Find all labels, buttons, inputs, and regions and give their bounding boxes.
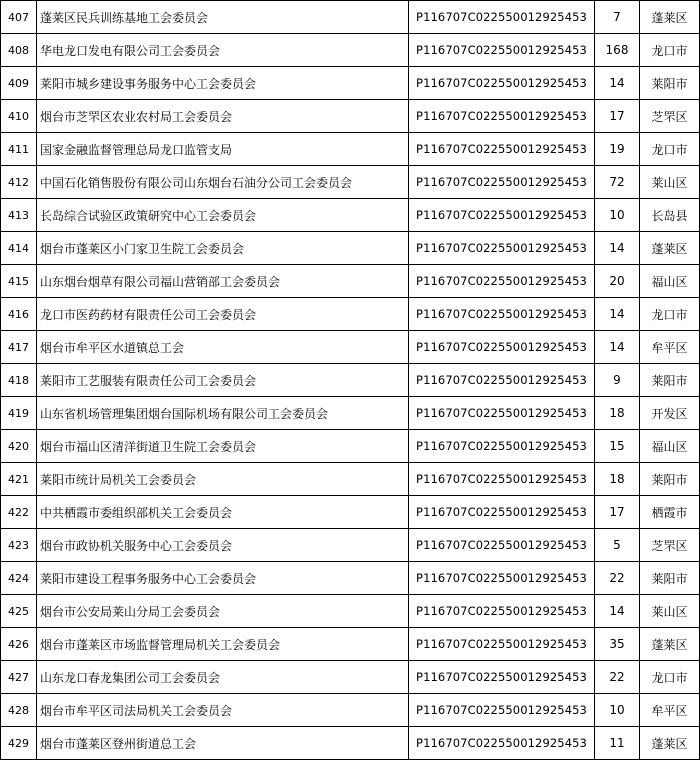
- organization-name-cell: 蓬莱区民兵训练基地工会委员会: [37, 1, 409, 34]
- registration-code-cell: P116707C022550012925453: [409, 265, 595, 298]
- district-cell: 莱山区: [640, 595, 700, 628]
- district-cell: 福山区: [640, 430, 700, 463]
- row-number-cell: 411: [1, 133, 37, 166]
- row-number-cell: 413: [1, 199, 37, 232]
- member-count-cell: 35: [595, 628, 640, 661]
- row-number-cell: 428: [1, 694, 37, 727]
- table-row: [1, 67, 700, 100]
- table-row: [1, 166, 700, 199]
- row-number-cell: 417: [1, 331, 37, 364]
- registration-code-cell: P116707C022550012925453: [409, 397, 595, 430]
- organization-name-cell: 山东龙口春龙集团公司工会委员会: [37, 661, 409, 694]
- registration-code-cell: P116707C022550012925453: [409, 628, 595, 661]
- table-row: [1, 364, 700, 397]
- district-cell: 龙口市: [640, 298, 700, 331]
- member-count-cell: 18: [595, 397, 640, 430]
- row-number-cell: 422: [1, 496, 37, 529]
- district-cell: 莱山区: [640, 166, 700, 199]
- row-number-cell: 419: [1, 397, 37, 430]
- organization-name-cell: 烟台市蓬莱区登州街道总工会: [37, 727, 409, 760]
- table-row: [1, 430, 700, 463]
- table-row: [1, 199, 700, 232]
- table-row: [1, 331, 700, 364]
- organization-name-cell: 烟台市牟平区司法局机关工会委员会: [37, 694, 409, 727]
- table-row: [1, 496, 700, 529]
- table-row: [1, 661, 700, 694]
- registration-code-cell: P116707C022550012925453: [409, 430, 595, 463]
- row-number-cell: 424: [1, 562, 37, 595]
- row-number-cell: 410: [1, 100, 37, 133]
- organization-name-cell: 山东省机场管理集团烟台国际机场有限公司工会委员会: [37, 397, 409, 430]
- district-cell: 福山区: [640, 265, 700, 298]
- row-number-cell: 427: [1, 661, 37, 694]
- member-count-cell: 5: [595, 529, 640, 562]
- registration-code-cell: P116707C022550012925453: [409, 1, 595, 34]
- organization-name-cell: 烟台市芝罘区农业农村局工会委员会: [37, 100, 409, 133]
- organization-name-cell: 烟台市牟平区水道镇总工会: [37, 331, 409, 364]
- row-number-cell: 429: [1, 727, 37, 760]
- district-cell: 长岛县: [640, 199, 700, 232]
- member-count-cell: 14: [595, 67, 640, 100]
- registration-code-cell: P116707C022550012925453: [409, 496, 595, 529]
- member-count-cell: 7: [595, 1, 640, 34]
- row-number-cell: 420: [1, 430, 37, 463]
- member-count-cell: 22: [595, 562, 640, 595]
- district-cell: 栖霞市: [640, 496, 700, 529]
- table-row: [1, 595, 700, 628]
- row-number-cell: 423: [1, 529, 37, 562]
- row-number-cell: 421: [1, 463, 37, 496]
- member-count-cell: 9: [595, 364, 640, 397]
- table-row: [1, 463, 700, 496]
- district-cell: 莱阳市: [640, 67, 700, 100]
- row-number-cell: 418: [1, 364, 37, 397]
- district-cell: 莱阳市: [640, 463, 700, 496]
- table-row: [1, 529, 700, 562]
- organization-name-cell: 山东烟台烟草有限公司福山营销部工会委员会: [37, 265, 409, 298]
- registration-code-cell: P116707C022550012925453: [409, 34, 595, 67]
- table-row: [1, 133, 700, 166]
- registration-code-cell: P116707C022550012925453: [409, 100, 595, 133]
- district-cell: 龙口市: [640, 133, 700, 166]
- organization-name-cell: 莱阳市建设工程事务服务中心工会委员会: [37, 562, 409, 595]
- registration-code-cell: P116707C022550012925453: [409, 166, 595, 199]
- registration-code-cell: P116707C022550012925453: [409, 694, 595, 727]
- row-number-cell: 416: [1, 298, 37, 331]
- member-count-cell: 20: [595, 265, 640, 298]
- district-cell: 莱阳市: [640, 562, 700, 595]
- member-count-cell: 14: [595, 232, 640, 265]
- member-count-cell: 10: [595, 199, 640, 232]
- organization-name-cell: 莱阳市城乡建设事务服务中心工会委员会: [37, 67, 409, 100]
- district-cell: 牟平区: [640, 331, 700, 364]
- organization-name-cell: 烟台市政协机关服务中心工会委员会: [37, 529, 409, 562]
- district-cell: 牟平区: [640, 694, 700, 727]
- registration-code-cell: P116707C022550012925453: [409, 727, 595, 760]
- row-number-cell: 407: [1, 1, 37, 34]
- registration-code-cell: P116707C022550012925453: [409, 463, 595, 496]
- member-count-cell: 17: [595, 100, 640, 133]
- registration-code-cell: P116707C022550012925453: [409, 331, 595, 364]
- registration-code-cell: P116707C022550012925453: [409, 298, 595, 331]
- table-row: [1, 298, 700, 331]
- organization-name-cell: 长岛综合试验区政策研究中心工会委员会: [37, 199, 409, 232]
- district-cell: 芝罘区: [640, 100, 700, 133]
- member-count-cell: 10: [595, 694, 640, 727]
- row-number-cell: 414: [1, 232, 37, 265]
- district-cell: 蓬莱区: [640, 628, 700, 661]
- organization-name-cell: 华电龙口发电有限公司工会委员会: [37, 34, 409, 67]
- table-row: [1, 727, 700, 760]
- organization-name-cell: 中共栖霞市委组织部机关工会委员会: [37, 496, 409, 529]
- organization-name-cell: 莱阳市工艺服装有限责任公司工会委员会: [37, 364, 409, 397]
- roster-body: [1, 1, 700, 760]
- member-count-cell: 19: [595, 133, 640, 166]
- table-row: [1, 232, 700, 265]
- registration-code-cell: P116707C022550012925453: [409, 67, 595, 100]
- organization-name-cell: 国家金融监督管理总局龙口监管支局: [37, 133, 409, 166]
- table-row: [1, 694, 700, 727]
- organization-name-cell: 烟台市福山区清洋街道卫生院工会委员会: [37, 430, 409, 463]
- table-row: [1, 34, 700, 67]
- member-count-cell: 14: [595, 298, 640, 331]
- member-count-cell: 72: [595, 166, 640, 199]
- member-count-cell: 168: [595, 34, 640, 67]
- registration-code-cell: P116707C022550012925453: [409, 562, 595, 595]
- organization-name-cell: 莱阳市统计局机关工会委员会: [37, 463, 409, 496]
- table-row: [1, 397, 700, 430]
- registration-code-cell: P116707C022550012925453: [409, 595, 595, 628]
- table-row: [1, 628, 700, 661]
- registration-code-cell: P116707C022550012925453: [409, 529, 595, 562]
- registration-code-cell: P116707C022550012925453: [409, 661, 595, 694]
- organization-name-cell: 烟台市公安局莱山分局工会委员会: [37, 595, 409, 628]
- district-cell: 开发区: [640, 397, 700, 430]
- row-number-cell: 415: [1, 265, 37, 298]
- district-cell: 龙口市: [640, 34, 700, 67]
- registration-code-cell: P116707C022550012925453: [409, 199, 595, 232]
- row-number-cell: 426: [1, 628, 37, 661]
- member-count-cell: 22: [595, 661, 640, 694]
- table-row: [1, 1, 700, 34]
- member-count-cell: 15: [595, 430, 640, 463]
- table-row: [1, 100, 700, 133]
- registration-code-cell: P116707C022550012925453: [409, 364, 595, 397]
- district-cell: 蓬莱区: [640, 1, 700, 34]
- district-cell: 莱阳市: [640, 364, 700, 397]
- registration-code-cell: P116707C022550012925453: [409, 133, 595, 166]
- table-row: [1, 562, 700, 595]
- member-count-cell: 14: [595, 595, 640, 628]
- row-number-cell: 408: [1, 34, 37, 67]
- organization-name-cell: 中国石化销售股份有限公司山东烟台石油分公司工会委员会: [37, 166, 409, 199]
- member-count-cell: 14: [595, 331, 640, 364]
- district-cell: 蓬莱区: [640, 727, 700, 760]
- member-count-cell: 11: [595, 727, 640, 760]
- organization-name-cell: 烟台市蓬莱区市场监督管理局机关工会委员会: [37, 628, 409, 661]
- row-number-cell: 425: [1, 595, 37, 628]
- district-cell: 龙口市: [640, 661, 700, 694]
- member-count-cell: 17: [595, 496, 640, 529]
- row-number-cell: 412: [1, 166, 37, 199]
- organization-name-cell: 烟台市蓬莱区小门家卫生院工会委员会: [37, 232, 409, 265]
- organization-name-cell: 龙口市医药药材有限责任公司工会委员会: [37, 298, 409, 331]
- member-count-cell: 18: [595, 463, 640, 496]
- district-cell: 蓬莱区: [640, 232, 700, 265]
- table-row: [1, 265, 700, 298]
- row-number-cell: 409: [1, 67, 37, 100]
- district-cell: 芝罘区: [640, 529, 700, 562]
- registration-code-cell: P116707C022550012925453: [409, 232, 595, 265]
